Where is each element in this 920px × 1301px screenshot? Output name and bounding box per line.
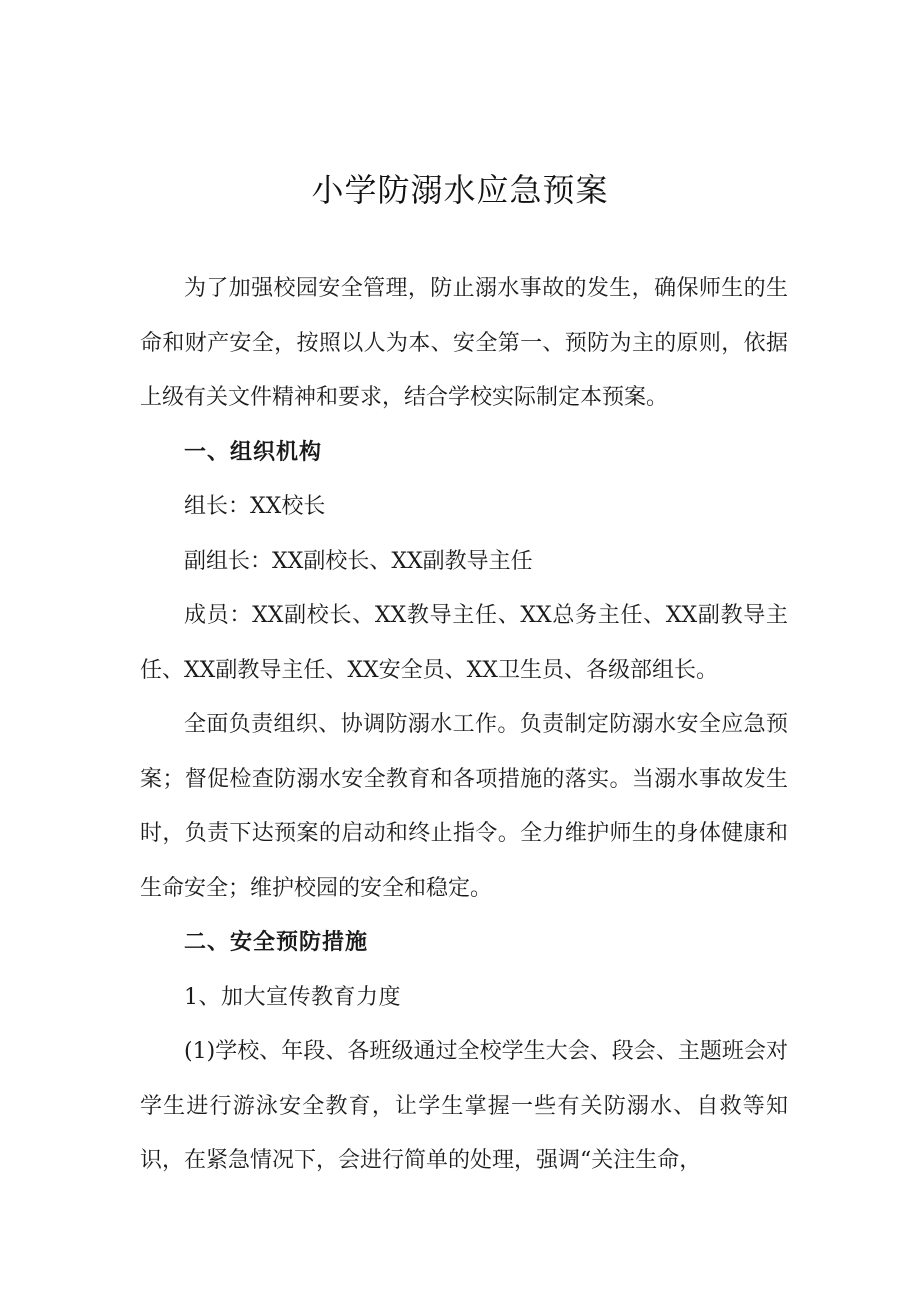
subsection-heading-publicity: 1、加大宣传教育力度 <box>184 984 401 1010</box>
document-body <box>140 262 788 1189</box>
section-heading-organization: 一、组织机构 <box>184 439 323 465</box>
section-heading-prevention: 二、安全预防措施 <box>184 930 369 955</box>
publicity-paragraph: (1)学校、年段、各班级通过全校学生大会、段会、主题班会对学生进行游泳安全教育，让学生掌握一些有关防溺水、自救等知识，在紧急情况下，会进行简单的处理，强调“关注生命， <box>140 1039 788 1173</box>
document-title: 小学防溺水应急预案 <box>311 171 609 209</box>
intro-paragraph: 为了加强校园安全管理，防止溺水事故的发生，确保师生的生命和财产安全，按照以人为本、安全第一、预防为主的原则，依据上级有关文件精神和要求，结合学校实际制定本预案。 <box>140 276 788 410</box>
deputy-leader-line: 副组长：XX副校长、XX副教导主任 <box>184 548 533 574</box>
members-paragraph: 成员：XX副校长、XX教导主任、XX总务主任、XX副教导主任、XX副教导主任、XX安全员、XX卫生员、各级部组长。 <box>140 603 788 683</box>
leader-line: 组长：XX校长 <box>184 494 326 519</box>
responsibilities-paragraph: 全面负责组织、协调防溺水工作。负责制定防溺水安全应急预案；督促检查防溺水安全教育和各项措施的落实。当溺水事故发生时，负责下达预案的启动和终止指令。全力维护师生的身体健康和生命安全；维护校园的安全和稳定。 <box>140 712 788 901</box>
